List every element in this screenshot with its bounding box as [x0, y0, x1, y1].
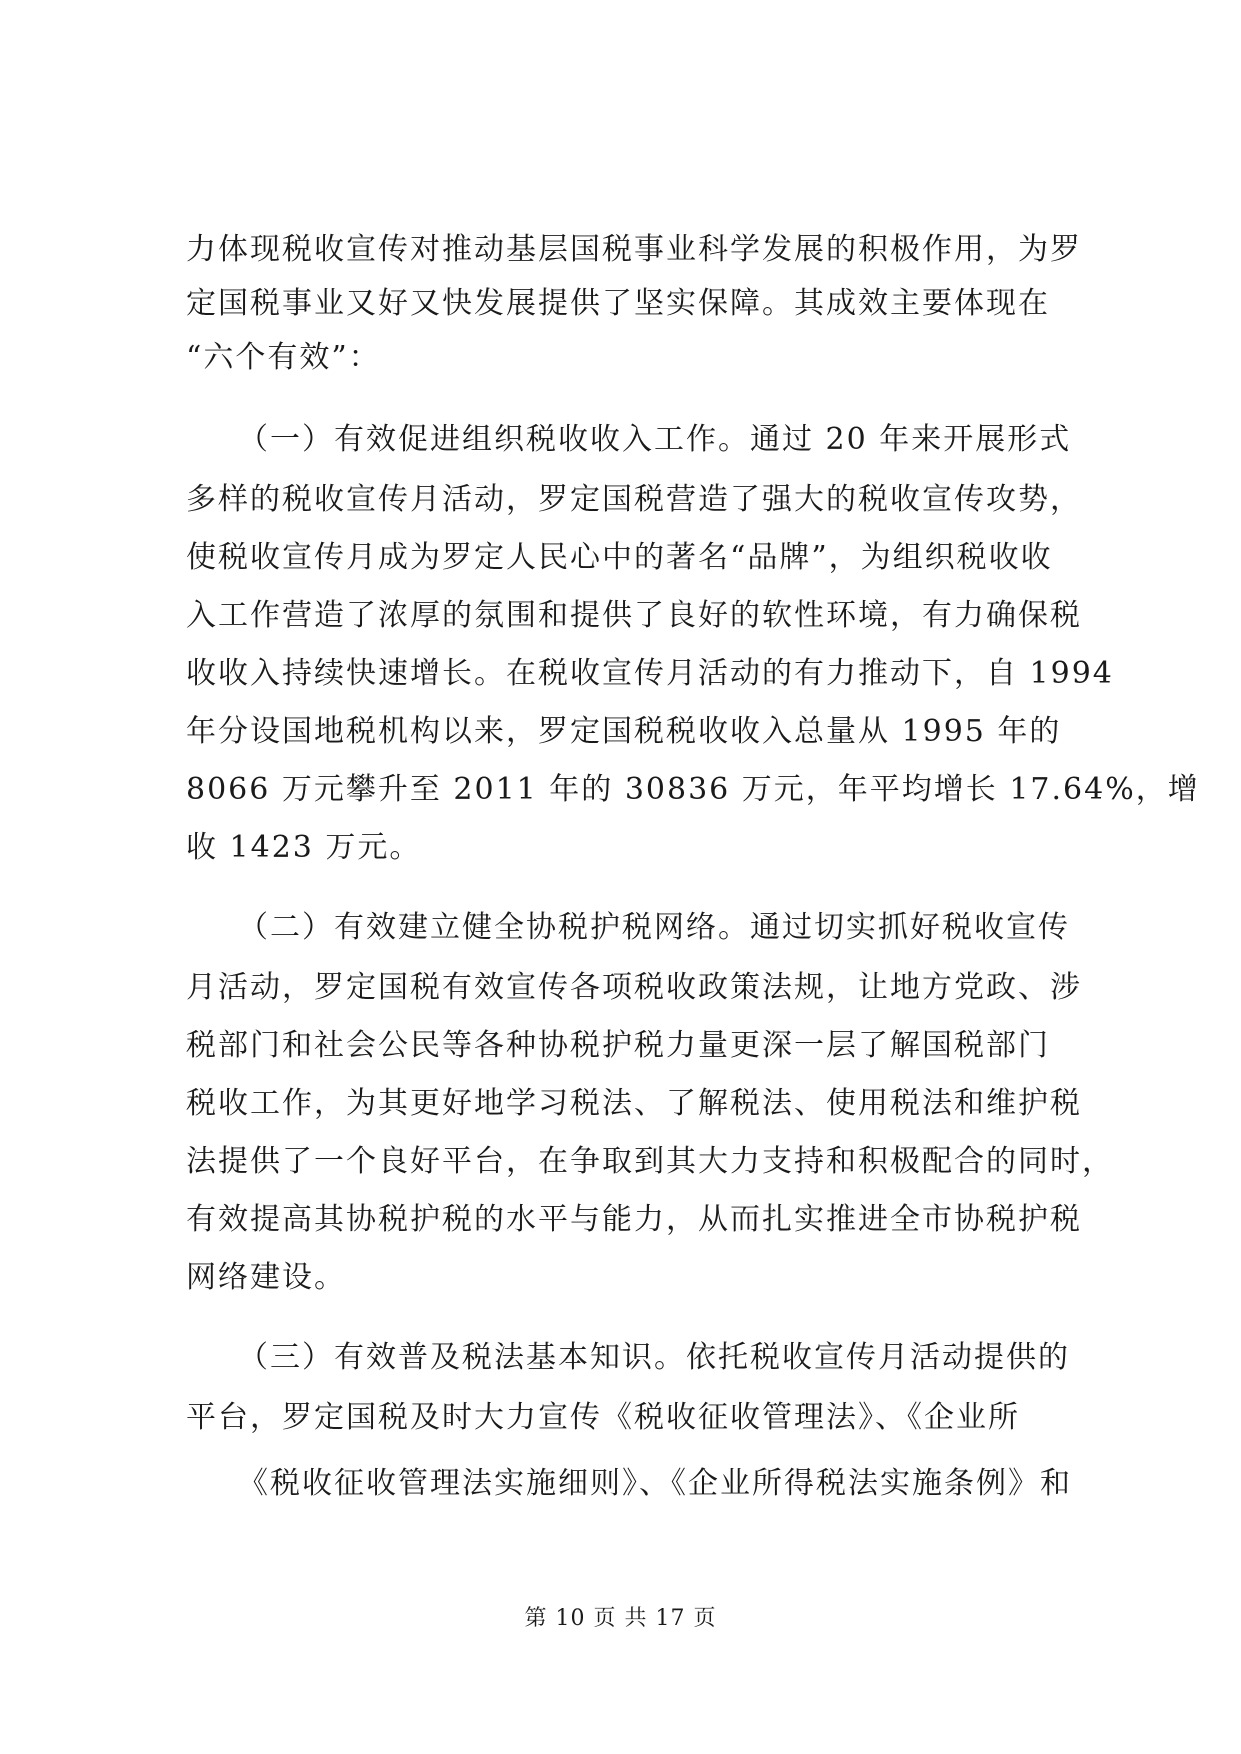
text-line: 网络建设。: [186, 1260, 346, 1295]
paragraph-heading-1: （一）有效促进组织税收收入工作。通过 20 年来开展形式: [238, 422, 1072, 457]
text-line: 入工作营造了浓厚的氛围和提供了良好的软性环境，有力确保税: [186, 598, 1082, 633]
text-line: 年分设国地税机构以来，罗定国税税收收入总量从 1995 年的: [186, 714, 1062, 749]
text-line: 定国税事业又好又快发展提供了坚实保障。其成效主要体现在: [186, 286, 1050, 321]
text-line: 税收工作，为其更好地学习税法、了解税法、使用税法和维护税: [186, 1086, 1082, 1121]
text-line: 多样的税收宣传月活动，罗定国税营造了强大的税收宣传攻势，: [186, 482, 1082, 517]
text-line: 收 1423 万元。: [186, 830, 422, 865]
paragraph-heading-3: （三）有效普及税法基本知识。依托税收宣传月活动提供的: [238, 1340, 1070, 1375]
text-line: 有效提高其协税护税的水平与能力，从而扎实推进全市协税护税: [186, 1202, 1082, 1237]
text-line: “六个有效”：: [186, 340, 381, 375]
text-line: 力体现税收宣传对推动基层国税事业科学发展的积极作用，为罗: [186, 232, 1082, 267]
text-line: 使税收宣传月成为罗定人民心中的著名“品牌”，为组织税收收: [186, 540, 1053, 575]
text-line: 月活动，罗定国税有效宣传各项税收政策法规，让地方党政、涉: [186, 970, 1082, 1005]
text-line: 8066 万元攀升至 2011 年的 30836 万元，年平均增长 17.64%，增: [186, 772, 1200, 807]
text-line: 《税收征收管理法实施细则》、《企业所得税法实施条例》和: [238, 1466, 1072, 1501]
text-line: 税部门和社会公民等各种协税护税力量更深一层了解国税部门: [186, 1028, 1050, 1063]
paragraph-heading-2: （二）有效建立健全协税护税网络。通过切实抓好税收宣传: [238, 910, 1070, 945]
text-line: 平台，罗定国税及时大力宣传《税收征收管理法》、《企业所: [186, 1400, 1020, 1435]
page-number-footer: 第 10 页 共 17 页: [524, 1606, 717, 1631]
text-line: 法提供了一个良好平台，在争取到其大力支持和积极配合的同时，: [186, 1144, 1114, 1179]
text-line: 收收入持续快速增长。在税收宣传月活动的有力推动下，自 1994: [186, 656, 1114, 691]
